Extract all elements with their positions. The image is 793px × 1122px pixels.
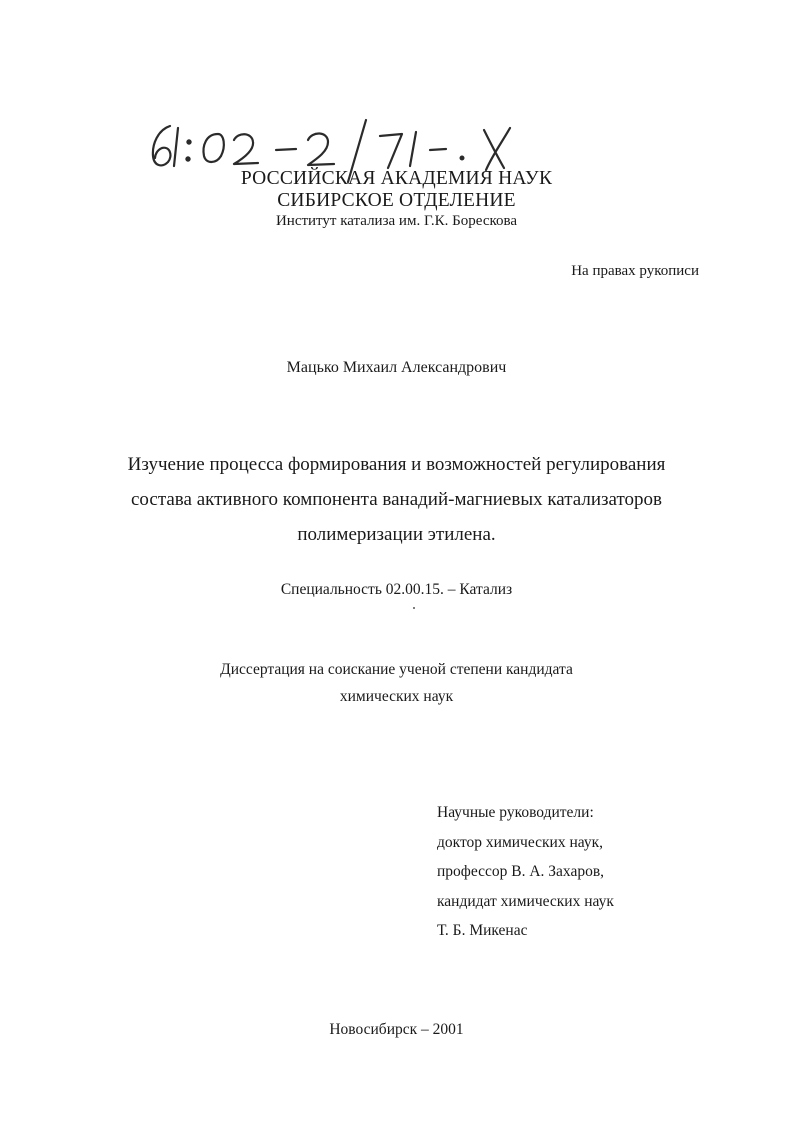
author-name: Мацько Михаил Александрович (286, 359, 507, 376)
advisor-line: кандидат химических наук (437, 892, 614, 910)
specialty: Специальность 02.00.15. – Катализ (280, 581, 513, 598)
thesis-title-line: состава активного компонента ванадий-магниевых катализаторов (131, 489, 662, 510)
rights-notice: На правах рукописи (571, 263, 699, 279)
thesis-title-line: полимеризации этилена. (297, 524, 496, 545)
place-and-year: Новосибирск – 2001 (329, 1021, 464, 1038)
advisor-line: профессор В. А. Захаров, (437, 863, 605, 880)
degree-line: химических наук (339, 688, 454, 705)
advisors-block (437, 798, 614, 946)
scan-speck (413, 607, 415, 609)
advisors-heading: Научные руководители: (437, 804, 594, 821)
organization-line-branch: СИБИРСКОЕ ОТДЕЛЕНИЕ (277, 190, 516, 211)
thesis-title (0, 447, 793, 552)
advisor-line: Т. Б. Микенас (437, 922, 528, 939)
thesis-title-line: Изучение процесса формирования и возможностей регулирования (127, 454, 666, 475)
degree-line: Диссертация на соискание ученой степени кандидата (220, 661, 573, 678)
organization-line-academy: РОССИЙСКАЯ АКАДЕМИЯ НАУК (240, 168, 553, 189)
advisor-line: доктор химических наук, (437, 833, 603, 851)
organization-line-institute: Институт катализа им. Г.К. Борескова (275, 213, 518, 229)
